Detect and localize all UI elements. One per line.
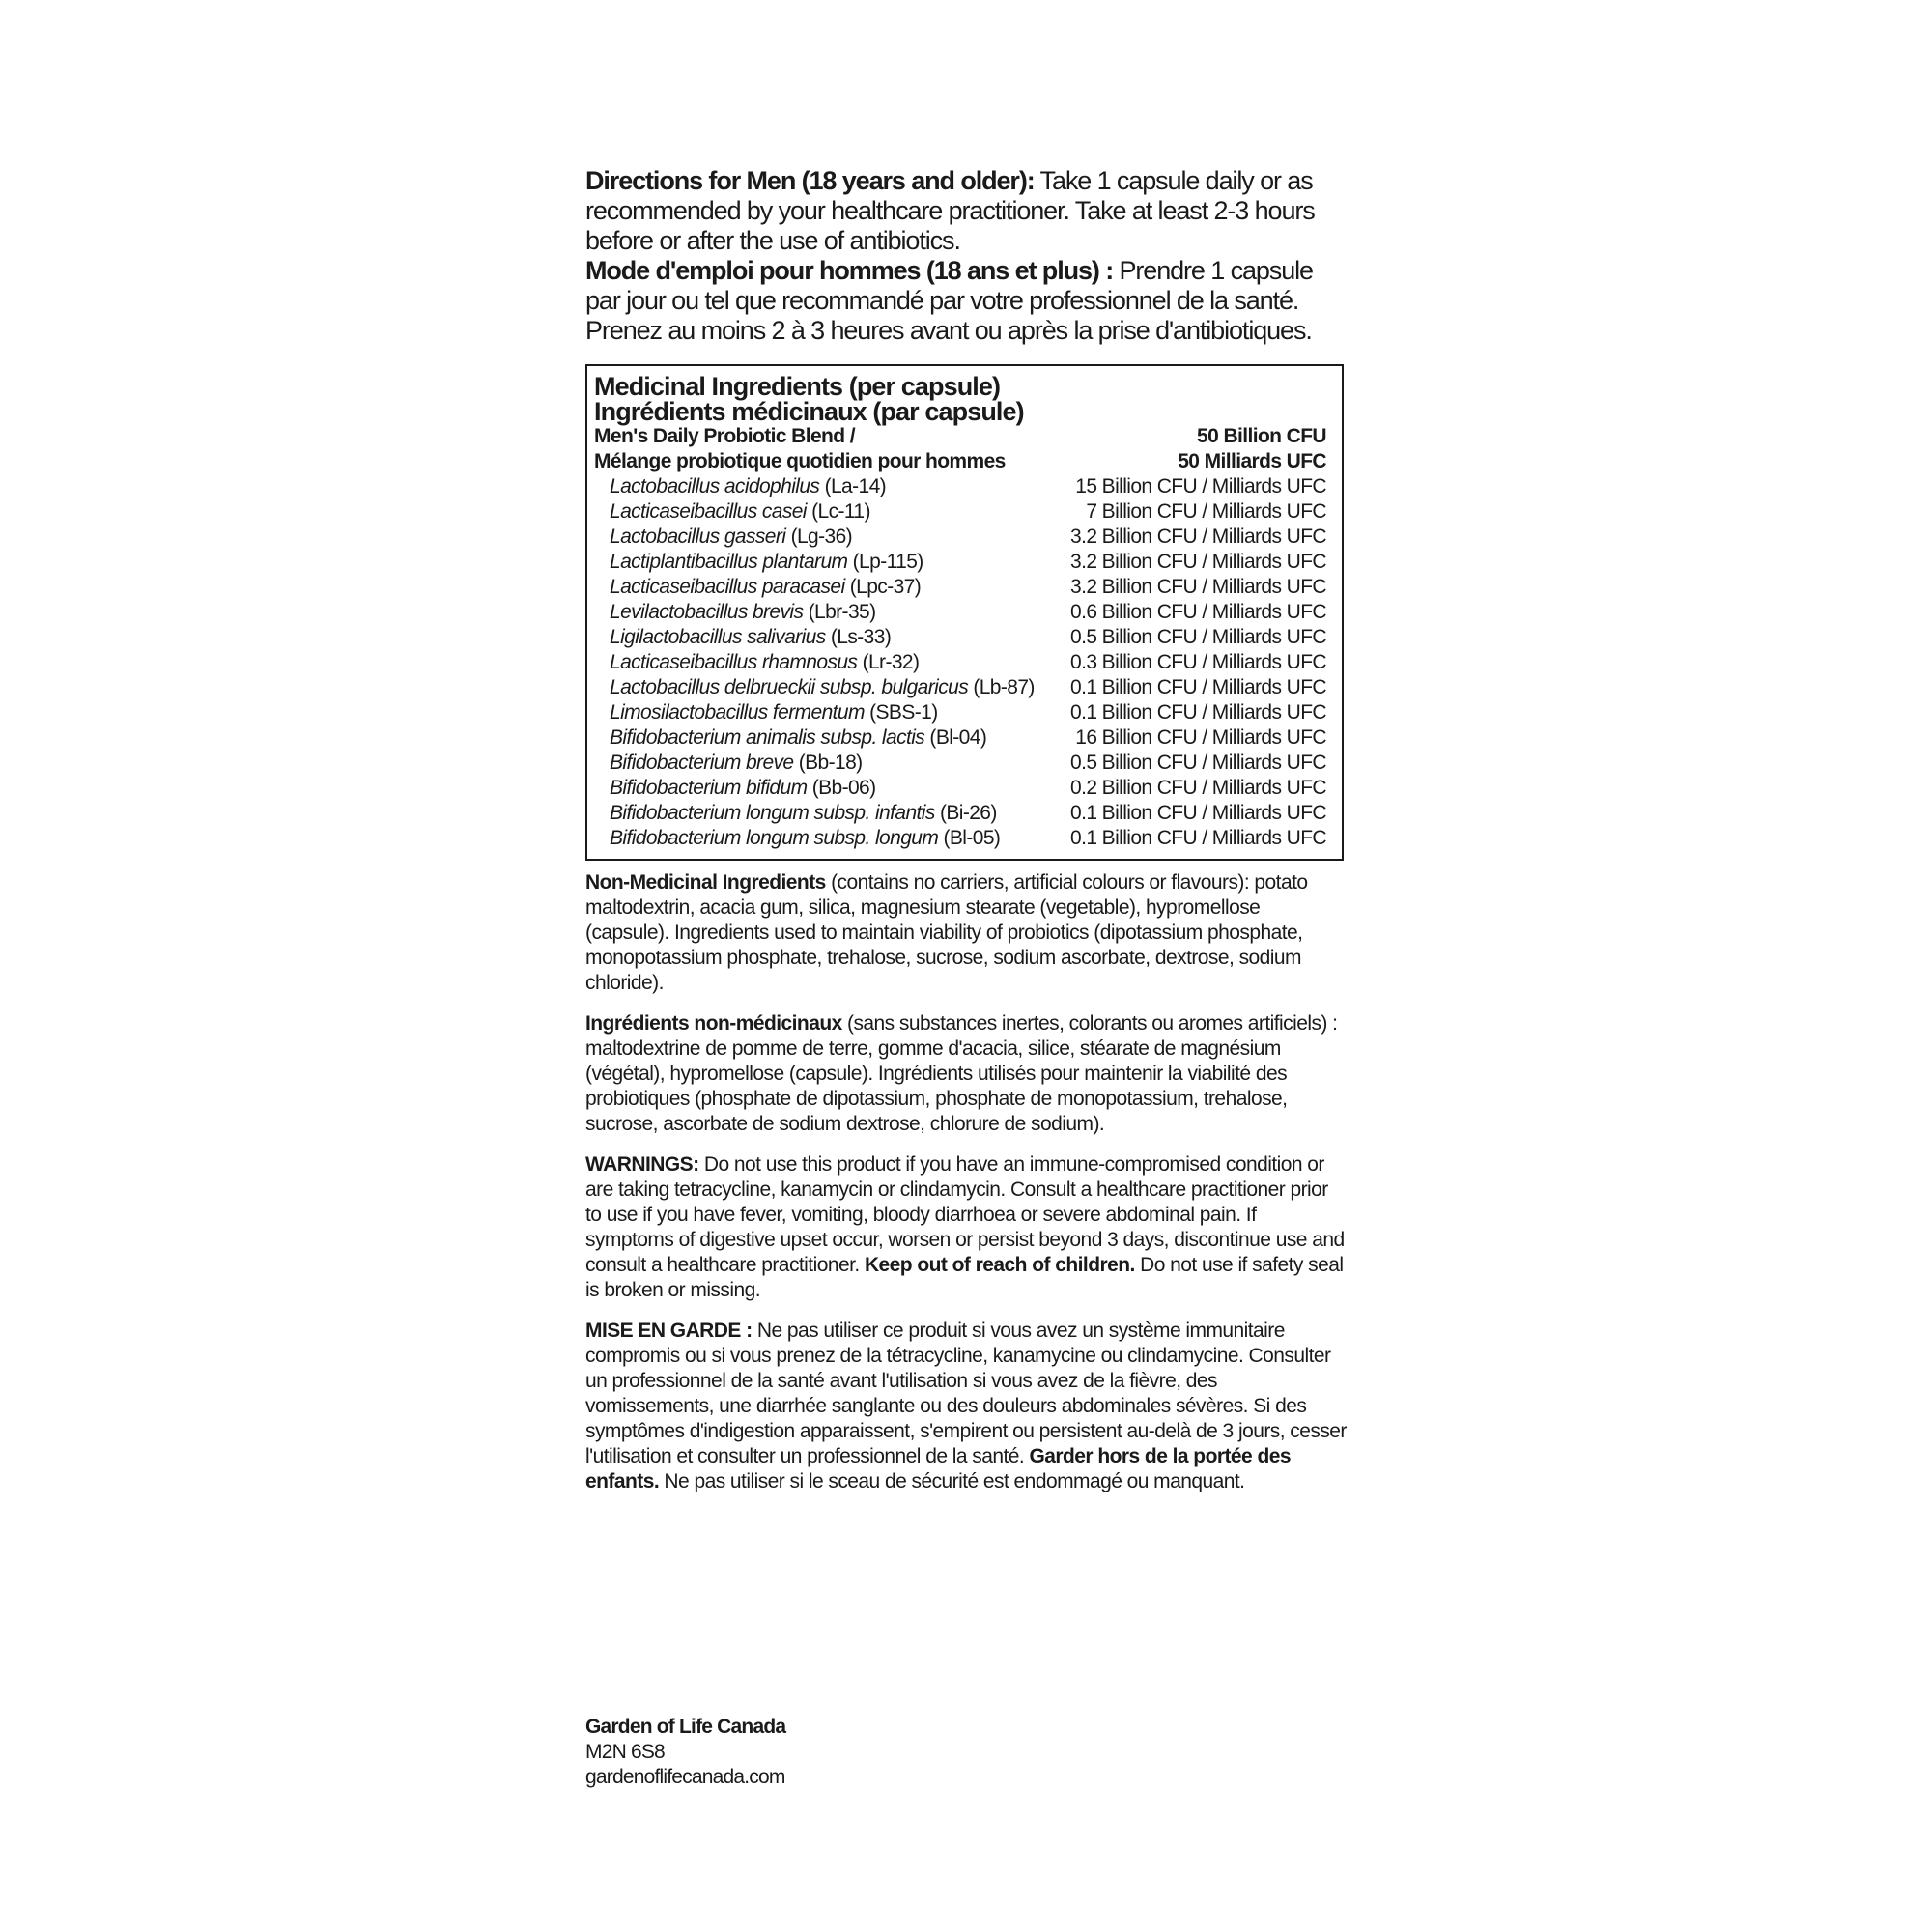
strain-row xyxy=(594,575,1326,600)
strain-species: Levilactobacillus brevis xyxy=(610,601,804,623)
blend-row-fr xyxy=(594,449,1326,474)
warnings-fr-bold: Garder hors de la portée des enfants. xyxy=(585,1445,1291,1492)
strain-species: Ligilactobacillus salivarius xyxy=(610,626,826,648)
strain-code: (Lc-11) xyxy=(806,500,870,523)
strain-amount: 3.2 Billion CFU / Milliards UFC xyxy=(1070,576,1326,598)
directions-fr-text: Prendre 1 capsule par jour ou tel que recommandé par votre professionnel de la santé. Prenez au moins 2 à 3 heures avant ou après la prise d'antibiotiques. xyxy=(585,256,1313,345)
directions-en xyxy=(585,166,1349,256)
strain-amount: 3.2 Billion CFU / Milliards UFC xyxy=(1070,526,1326,548)
non-medicinal-en-heading: Non-Medicinal Ingredients xyxy=(585,871,826,894)
strain-amount: 7 Billion CFU / Milliards UFC xyxy=(1086,500,1326,523)
strain-name xyxy=(610,525,852,550)
strain-name xyxy=(610,625,891,650)
warnings-en-heading: WARNINGS: xyxy=(585,1153,699,1176)
strain-name xyxy=(610,675,1035,700)
strain-code: (SBS-1) xyxy=(864,701,938,724)
strain-species: Bifidobacterium longum subsp. longum xyxy=(610,827,939,849)
postal-code: M2N 6S8 xyxy=(585,1741,665,1763)
strain-row xyxy=(594,776,1326,801)
strain-name xyxy=(610,700,938,725)
medicinal-ingredients-panel xyxy=(585,364,1344,861)
strain-amount: 0.2 Billion CFU / Milliards UFC xyxy=(1070,777,1326,799)
strain-name xyxy=(610,801,997,826)
warnings-fr-heading: MISE EN GARDE : xyxy=(585,1320,753,1342)
strain-species: Lactobacillus acidophilus xyxy=(610,475,820,497)
strain-species: Limosilactobacillus fermentum xyxy=(610,701,865,724)
directions-fr xyxy=(585,256,1349,346)
strain-code: (Bb-18) xyxy=(793,752,863,774)
strain-species: Lactobacillus gasseri xyxy=(610,526,786,548)
strain-amount: 0.1 Billion CFU / Milliards UFC xyxy=(1070,827,1326,849)
strain-row xyxy=(594,801,1326,826)
strain-name xyxy=(610,600,876,625)
strain-amount: 16 Billion CFU / Milliards UFC xyxy=(1075,726,1326,749)
blend-amount-en: 50 Billion CFU xyxy=(1197,425,1326,447)
strain-row xyxy=(594,751,1326,776)
strain-row xyxy=(594,826,1326,851)
strain-name xyxy=(610,826,1000,851)
company-website[interactable]: gardenoflifecanada.com xyxy=(585,1766,785,1788)
strain-row xyxy=(594,700,1326,725)
strain-code: (Ls-33) xyxy=(825,626,892,648)
warnings-en xyxy=(585,1152,1349,1303)
warnings-en-tail: Do not use if safety seal is broken or missing. xyxy=(585,1254,1344,1301)
strain-code: (Lr-32) xyxy=(857,651,920,673)
strain-name xyxy=(610,725,986,751)
strain-code: (Lpc-37) xyxy=(844,576,922,598)
directions-section xyxy=(585,166,1349,346)
warnings-fr-tail: Ne pas utiliser si le sceau de sécurité est endommagé ou manquant. xyxy=(659,1470,1245,1492)
strain-row xyxy=(594,725,1326,751)
strain-amount: 15 Billion CFU / Milliards UFC xyxy=(1075,475,1326,497)
strain-row xyxy=(594,600,1326,625)
company-footer xyxy=(585,1715,785,1790)
strain-species: Bifidobacterium longum subsp. infantis xyxy=(610,802,935,824)
strain-species: Bifidobacterium bifidum xyxy=(610,777,808,799)
blend-amount-fr: 50 Milliards UFC xyxy=(1178,450,1326,472)
non-medicinal-en xyxy=(585,870,1349,996)
blend-name-en: Men's Daily Probiotic Blend / xyxy=(594,425,855,447)
blend-row-en xyxy=(594,424,1326,449)
strain-amount: 0.1 Billion CFU / Milliards UFC xyxy=(1070,676,1326,698)
strain-row xyxy=(594,474,1326,499)
non-medicinal-fr-heading: Ingrédients non-médicinaux xyxy=(585,1012,842,1035)
company-name: Garden of Life Canada xyxy=(585,1716,786,1738)
strain-amount: 3.2 Billion CFU / Milliards UFC xyxy=(1070,551,1326,573)
non-medicinal-fr xyxy=(585,1011,1349,1137)
directions-en-text: Take 1 capsule daily or as recommended by your healthcare practitioner. Take at least 2-3 hours before or after the use of antibiotics. xyxy=(585,166,1315,255)
strain-species: Lacticaseibacillus rhamnosus xyxy=(610,651,858,673)
strain-code: (Bl-05) xyxy=(938,827,1001,849)
strain-species: Lactiplantibacillus plantarum xyxy=(610,551,848,573)
strain-code: (Lb-87) xyxy=(968,676,1035,698)
warnings-en-bold: Keep out of reach of children. xyxy=(864,1254,1135,1276)
strain-code: (La-14) xyxy=(819,475,887,497)
warnings-fr xyxy=(585,1319,1349,1494)
strain-row xyxy=(594,625,1326,650)
strain-name xyxy=(610,550,923,575)
strain-code: (Bb-06) xyxy=(807,777,876,799)
strain-species: Lacticaseibacillus paracasei xyxy=(610,576,845,598)
strain-amount: 0.5 Billion CFU / Milliards UFC xyxy=(1070,626,1326,648)
directions-fr-heading: Mode d'emploi pour hommes (18 ans et plus) : xyxy=(585,256,1114,285)
strain-name xyxy=(610,474,886,499)
strain-code: (Bl-04) xyxy=(924,726,987,749)
warnings-fr-text: Ne pas utiliser ce produit si vous avez un système immunitaire compromis ou si vous prenez de la tétracycline, kanamycine ou clindamycine. Consulter un professionnel de la santé avant l'utilisation si vous avez de la fièvre, des vomissements, une diarrhée sanglante ou des douleurs abdominales sévères. Si des symptômes d'indigestion apparaissent, s'empirent ou persistent au-delà de 3 jours, cesser l'utilisation et consulter un professionnel de la santé. xyxy=(585,1320,1347,1467)
non-medicinal-en-text: (contains no carriers, artificial colours or flavours): potato maltodextrin, acacia gum, silica, magnesium stearate (vegetable), hypromellose (capsule). Ingredients used to maintain viability of probiotics (dipotassium phosphate, monopotassium phosphate, trehalose, sucrose, sodium ascorbate, dextrose, sodium chloride). xyxy=(585,871,1308,994)
medicinal-title-fr: Ingrédients médicinaux (par capsule) xyxy=(594,397,1024,426)
strain-code: (Lg-36) xyxy=(785,526,853,548)
medicinal-title-en: Medicinal Ingredients (per capsule) xyxy=(594,372,1001,401)
strain-code: (Lbr-35) xyxy=(803,601,876,623)
strain-code: (Bi-26) xyxy=(934,802,997,824)
strain-list xyxy=(594,474,1326,851)
non-medicinal-fr-text: (sans substances inertes, colorants ou aromes artificiels) : maltodextrine de pomme de terre, gomme d'acacia, silice, stéarate de magnésium (végétal), hypromellose (capsule). Ingrédients utilisés pour maintenir la viabilité des probiotiques (phosphate de dipotassium, phosphate de monopotassium, trehalose, sucrose, ascorbate de sodium dextrose, chlorure de sodium). xyxy=(585,1012,1338,1135)
strain-row xyxy=(594,550,1326,575)
strain-amount: 0.3 Billion CFU / Milliards UFC xyxy=(1070,651,1326,673)
strain-row xyxy=(594,525,1326,550)
strain-name xyxy=(610,751,863,776)
strain-amount: 0.5 Billion CFU / Milliards UFC xyxy=(1070,752,1326,774)
strain-amount: 0.1 Billion CFU / Milliards UFC xyxy=(1070,802,1326,824)
strain-species: Lactobacillus delbrueckii subsp. bulgaricus xyxy=(610,676,969,698)
warnings-en-text: Do not use this product if you have an immune-compromised condition or are taking tetracycline, kanamycin or clindamycin. Consult a healthcare practitioner prior to use if you have fever, vomiting, bloody diarrhoea or severe abdominal pain. If symptoms of digestive upset occur, worsen or persist beyond 3 days, discontinue use and consult a healthcare practitioner. xyxy=(585,1153,1345,1276)
strain-species: Bifidobacterium breve xyxy=(610,752,794,774)
blend-name-fr: Mélange probiotique quotidien pour hommes xyxy=(594,450,1006,472)
strain-name xyxy=(610,499,870,525)
product-label xyxy=(585,166,1349,1494)
strain-row xyxy=(594,650,1326,675)
strain-amount: 0.1 Billion CFU / Milliards UFC xyxy=(1070,701,1326,724)
strain-row xyxy=(594,499,1326,525)
directions-en-heading: Directions for Men (18 years and older): xyxy=(585,166,1035,195)
strain-name xyxy=(610,575,921,600)
strain-species: Lacticaseibacillus casei xyxy=(610,500,807,523)
strain-code: (Lp-115) xyxy=(847,551,923,573)
strain-species: Bifidobacterium animalis subsp. lactis xyxy=(610,726,925,749)
strain-amount: 0.6 Billion CFU / Milliards UFC xyxy=(1070,601,1326,623)
strain-name xyxy=(610,776,876,801)
strain-row xyxy=(594,675,1326,700)
strain-name xyxy=(610,650,919,675)
